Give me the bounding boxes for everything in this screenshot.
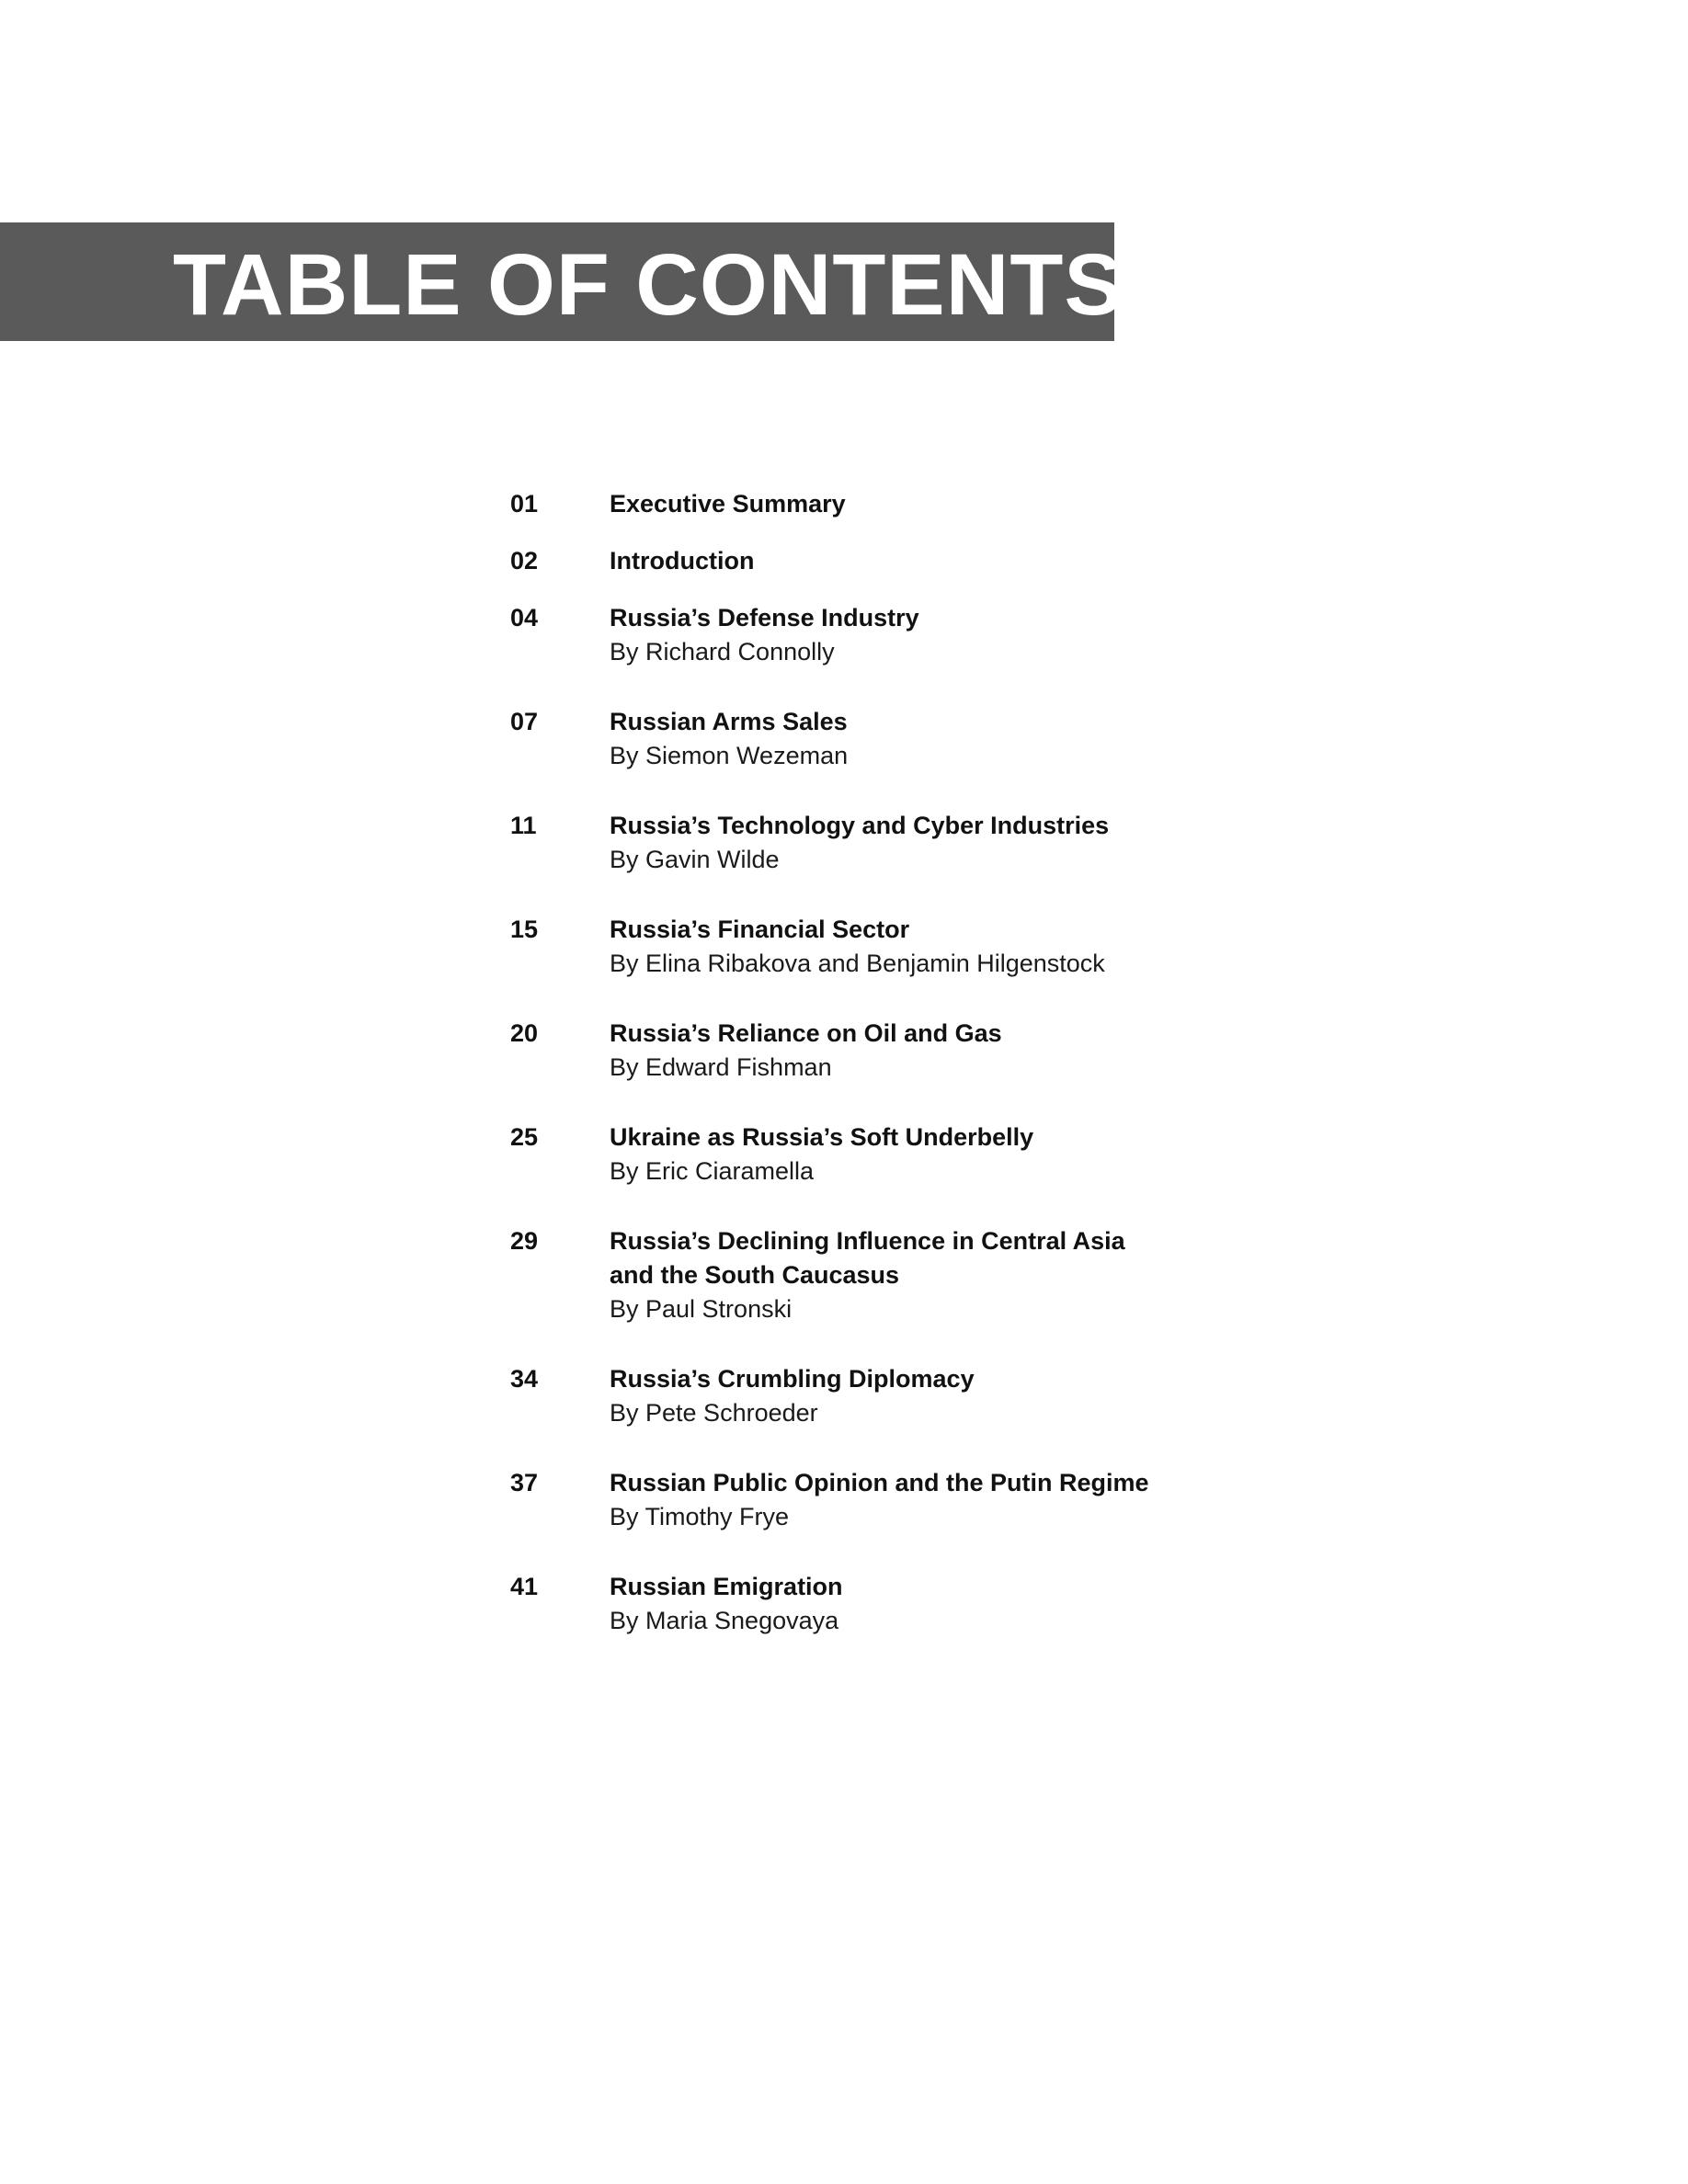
toc-entry-author: By Gavin Wilde: [610, 846, 780, 873]
toc-entry-author: By Maria Snegovaya: [610, 1607, 839, 1634]
toc-page-number: 37: [510, 1469, 539, 1496]
toc-entry-title: Executive Summary: [610, 490, 846, 518]
toc-page-number: 34: [510, 1365, 539, 1393]
toc-entry-title: Russian Emigration: [610, 1573, 843, 1600]
toc-entry-title: Russia’s Technology and Cyber Industries: [610, 812, 1110, 839]
title-banner: [0, 222, 1123, 341]
toc-entry-author: By Richard Connolly: [610, 638, 835, 665]
toc-entry-title: Introduction: [610, 547, 755, 574]
toc-entry-title: Russia’s Financial Sector: [610, 916, 910, 943]
toc-page-number: 25: [510, 1123, 539, 1151]
toc-page-number: 01: [510, 490, 539, 518]
toc-entry[interactable]: [510, 1224, 1522, 1326]
table-of-contents-list: [510, 487, 1522, 1674]
toc-entry[interactable]: [510, 1570, 1522, 1638]
toc-entry-title: Russia’s Crumbling Diplomacy: [610, 1365, 975, 1393]
toc-entry-title: Russian Arms Sales: [610, 708, 848, 735]
toc-entry-body: [610, 705, 1522, 773]
toc-entry-title: Ukraine as Russia’s Soft Underbelly: [610, 1123, 1034, 1151]
toc-entry-author: By Pete Schroeder: [610, 1399, 818, 1427]
toc-page-number: 02: [510, 547, 539, 574]
toc-entry-body: [610, 601, 1522, 669]
toc-entry-body: [610, 487, 1522, 521]
toc-entry-title: Russia’s Reliance on Oil and Gas: [610, 1019, 1002, 1047]
toc-entry-body: [610, 1362, 1522, 1430]
toc-entry-title: Russia’s Defense Industry: [610, 604, 919, 631]
toc-entry-body: [610, 1017, 1522, 1085]
toc-page-number: 20: [510, 1019, 539, 1047]
toc-page-number: 41: [510, 1573, 539, 1600]
toc-page-number: 04: [510, 604, 539, 631]
toc-entry[interactable]: [510, 1120, 1522, 1189]
toc-entry[interactable]: [510, 1466, 1522, 1534]
toc-entry-author: By Siemon Wezeman: [610, 742, 849, 769]
toc-entry[interactable]: [510, 1017, 1522, 1085]
toc-page-number: 11: [510, 812, 537, 839]
toc-entry-body: [610, 1570, 1522, 1638]
toc-entry-body: [610, 1466, 1522, 1534]
toc-entry[interactable]: [510, 705, 1522, 773]
toc-entry[interactable]: [510, 544, 1522, 578]
toc-entry[interactable]: [510, 809, 1522, 877]
toc-entry-author: By Paul Stronski: [610, 1295, 793, 1323]
toc-entry-body: [610, 809, 1522, 877]
toc-entry-body: [610, 1120, 1522, 1189]
toc-entry-author: By Timothy Frye: [610, 1503, 790, 1530]
toc-entry[interactable]: [510, 913, 1522, 981]
toc-page-number: 29: [510, 1227, 539, 1255]
toc-entry-body: [610, 1224, 1522, 1326]
toc-entry[interactable]: [510, 601, 1522, 669]
toc-entry[interactable]: [510, 1362, 1522, 1430]
toc-entry-title: and the South Caucasus: [610, 1261, 900, 1289]
toc-entry-body: [610, 913, 1522, 981]
toc-page-number: 15: [510, 916, 539, 943]
page-title: TABLE OF CONTENTS: [173, 236, 1123, 334]
toc-entry-author: By Eric Ciaramella: [610, 1157, 815, 1185]
toc-entry-title: Russia’s Declining Influence in Central Asia: [610, 1227, 1125, 1255]
toc-entry-title: Russian Public Opinion and the Putin Regime: [610, 1469, 1149, 1496]
toc-entry-author: By Edward Fishman: [610, 1053, 832, 1081]
toc-entry-author: By Elina Ribakova and Benjamin Hilgenstock: [610, 950, 1105, 977]
toc-entry[interactable]: [510, 487, 1522, 521]
toc-entry-body: [610, 544, 1522, 578]
toc-page-number: 07: [510, 708, 539, 735]
